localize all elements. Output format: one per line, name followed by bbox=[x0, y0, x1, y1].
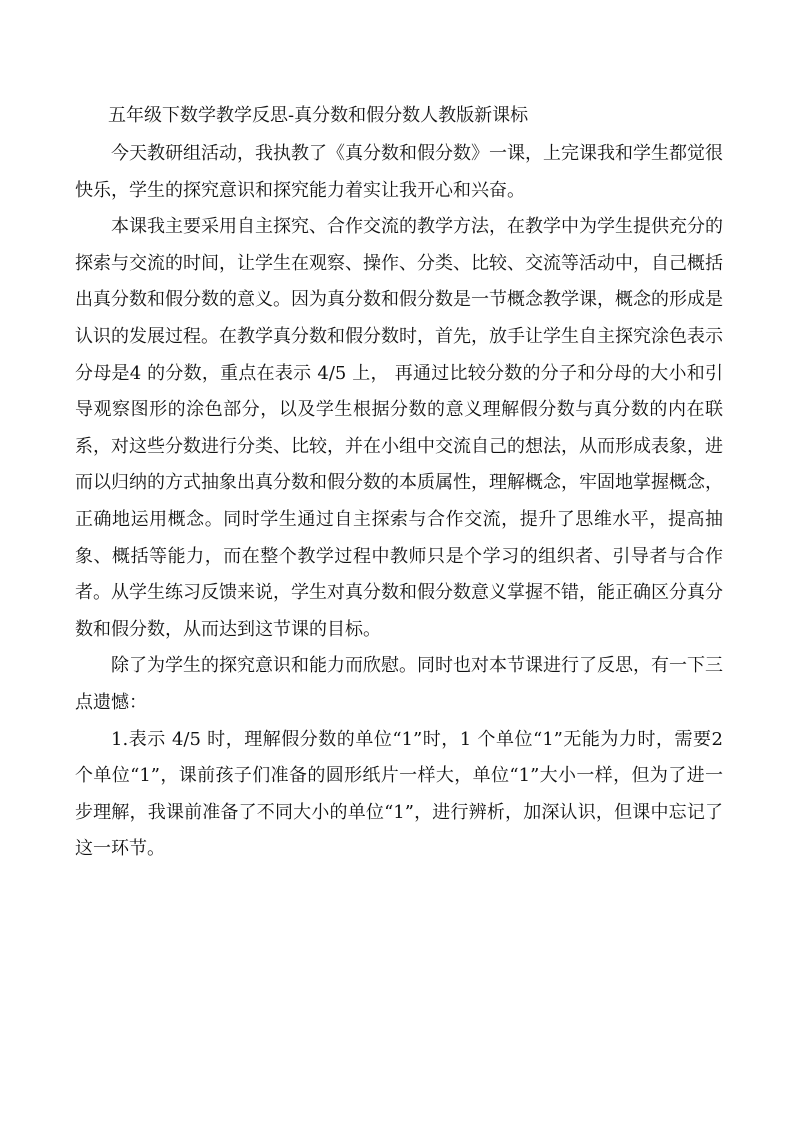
document-body bbox=[75, 96, 723, 868]
paragraph-intro: 今天教研组活动，我执教了《真分数和假分数》一课，上完课我和学生都觉很快乐，学生的探究意识和探究能力着实让我开心和兴奋。 bbox=[75, 143, 723, 201]
paragraph-reflection: 除了为学生的探究意识和能力而欣慰。同时也对本节课进行了反思，有一下三点遗憾： bbox=[75, 655, 723, 713]
paragraph-regret-1: 1.表示 4/5 时，理解假分数的单位“1”时，1 个单位“1”无能为力时，需要2 个单位“1”，课前孩子们准备的圆形纸片一样大，单位“1”大小一样，但为了进一步理解，我课前准备了不同大小的单位“1”，进行辨析，加深认识，但课中忘记了这一环节。 bbox=[75, 728, 723, 860]
paragraph-method: 本课我主要采用自主探究、合作交流的教学方法，在教学中为学生提供充分的探索与交流的时间，让学生在观察、操作、分类、比较、交流等活动中，自己概括出真分数和假分数的意义。因为真分数和假分数是一节概念教学课，概念的形成是认识的发展过程。在教学真分数和假分数时，首先，放手让学生自主探究涂色表示分母是4 的分数，重点在表示 4/5 上， 再通过比较分数的分子和分母的大小和引导观察图形的涂色部分，以及学生根据分数的意义理解假分数与真分数的内在联系，对这些分数进行分类、比较，并在小组中交流自己的想法，从而形成表象，进而以归纳的方式抽象出真分数和假分数的本质属性，理解概念，牢固地掌握概念，正确地运用概念。同时学生通过自主探索与合作交流，提升了思维水平，提高抽象、概括等能力，而在整个教学过程中教师只是个学习的组织者、引导者与合作者。从学生练习反馈来说，学生对真分数和假分数意义掌握不错，能正确区分真分数和假分数，从而达到这节课的目标。 bbox=[75, 216, 723, 640]
document-title: 五年级下数学教学反思-真分数和假分数人教版新课标 bbox=[108, 105, 529, 126]
